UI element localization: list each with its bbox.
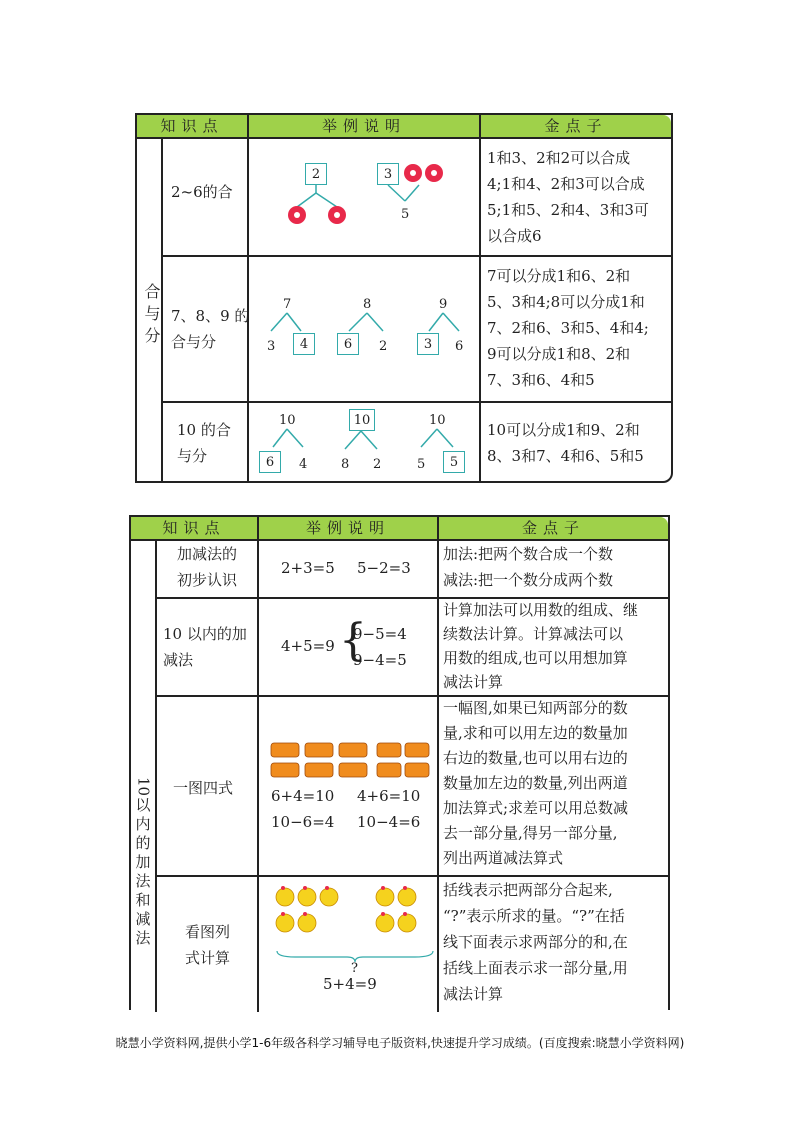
- equation: 10−6=4: [271, 813, 335, 831]
- tip-line: 数量加左边的数量,列出两道: [443, 774, 628, 792]
- category-char: 加: [135, 853, 151, 872]
- topic-line: 初步认识: [177, 571, 238, 589]
- topic-line: 式计算: [185, 949, 231, 967]
- tip-line: “?”表示所求的量。“?”在括: [443, 907, 625, 925]
- tip-line: 减法计算: [443, 673, 504, 691]
- tip-line: 一幅图,如果已知两部分的数: [443, 699, 628, 717]
- category-char: 以: [135, 796, 151, 815]
- equation: 4+6=10: [357, 787, 421, 805]
- top-number: 10: [279, 413, 296, 428]
- question-mark: ?: [351, 961, 358, 976]
- tip-line: 加法:把两个数合成一个数: [443, 545, 614, 563]
- tip-line: 量,求和可以用左边的数量加: [443, 724, 628, 742]
- number-box: 2: [305, 163, 327, 185]
- left-number: 5: [417, 457, 426, 472]
- category-char: 10: [134, 777, 153, 797]
- number-box: 4: [293, 333, 315, 355]
- table2-header: [131, 517, 668, 541]
- table-add-subtract: [129, 515, 670, 1010]
- tip-line: 减法计算: [443, 985, 504, 1003]
- category-text: 合与分: [142, 283, 161, 349]
- tip-line: 7、2和6、3和5、4和4;: [487, 319, 649, 337]
- category-char: 和: [135, 891, 151, 910]
- top-number: 10: [429, 413, 446, 428]
- right-number: 2: [373, 457, 382, 472]
- category-char: 内: [135, 815, 151, 834]
- right-number: 6: [455, 339, 464, 354]
- chick-icon: [375, 887, 435, 947]
- topic-line: 10 以内的加: [163, 625, 247, 643]
- number-box: 10: [349, 409, 375, 431]
- tip-line: 计算加法可以用数的组成、继: [443, 601, 639, 619]
- tip-line: 4;1和4、2和3可以合成: [487, 175, 645, 193]
- tip-line: 用数的组成,也可以用想加算: [443, 649, 628, 667]
- table-combine-split: [135, 113, 673, 483]
- equation: 5−2=3: [357, 559, 411, 577]
- topic-2-6: 2~6的合: [171, 183, 233, 201]
- tip-line: 线下面表示求两部分的和,在: [443, 933, 628, 951]
- header-example: 举例说明: [259, 517, 439, 539]
- equation: 2+3=5: [281, 559, 335, 577]
- tip-line: 1和3、2和2可以合成: [487, 149, 631, 167]
- number-box: 6: [337, 333, 359, 355]
- topic-line: 7、8、9 的: [171, 307, 250, 325]
- tip-line: 5、3和4;8可以分成1和: [487, 293, 645, 311]
- topic-line: 10 的合: [177, 421, 231, 439]
- topic-line: 合与分: [171, 333, 217, 351]
- right-number: 2: [379, 339, 388, 354]
- number-box: 3: [377, 163, 399, 185]
- top-number: 7: [283, 297, 292, 312]
- chick-icon: [275, 887, 355, 947]
- flower-icon: [287, 205, 307, 225]
- category-char: 法: [135, 929, 151, 948]
- number-box: 6: [259, 451, 281, 473]
- category-label: [139, 283, 159, 356]
- tip-line: 右边的数量,也可以用右边的: [443, 749, 628, 767]
- flower-icon: [327, 205, 347, 225]
- result-number: 5: [401, 207, 410, 222]
- tip-line: 7、3和6、4和5: [487, 371, 595, 389]
- footer-text: 晓慧小学资料网,提供小学1-6年级各科学习辅导电子版资料,快速提升学习成绩。(百度搜索:晓慧小学资料网): [115, 1036, 685, 1050]
- tip-line: 续数法计算。计算减法可以: [443, 625, 624, 643]
- header-knowledge: 知识点: [131, 517, 259, 539]
- number-box: 5: [443, 451, 465, 473]
- header-example: 举例说明: [249, 115, 481, 137]
- category-char: 法: [135, 872, 151, 891]
- header-tip: 金点子: [544, 117, 608, 135]
- flower-icon: [403, 163, 423, 183]
- tip-line: 9可以分成1和8、2和: [487, 345, 631, 363]
- number-box: 3: [417, 333, 439, 355]
- topic-line: 减法: [163, 651, 194, 669]
- tip-line: 列出两道减法算式: [443, 849, 564, 867]
- bus-icon: [271, 743, 371, 783]
- brace-icon: {: [339, 615, 367, 666]
- equation: 9−4=5: [353, 651, 407, 669]
- tip-line: 以合成6: [487, 227, 542, 245]
- tip-line: 8、3和7、4和6、5和5: [487, 447, 644, 465]
- flower-icon: [424, 163, 444, 183]
- topic-one-picture: 一图四式: [173, 779, 234, 797]
- tip-line: 括线上面表示求一部分量,用: [443, 959, 628, 977]
- left-number: 3: [267, 339, 276, 354]
- tip-line: 减法:把一个数分成两个数: [443, 571, 614, 589]
- topic-line: 加减法的: [177, 545, 238, 563]
- top-number: 9: [439, 297, 448, 312]
- table1-header: [137, 115, 671, 139]
- category-char: 的: [135, 834, 151, 853]
- left-number: 8: [341, 457, 350, 472]
- category-char: 减: [135, 910, 151, 929]
- tip-line: 加法算式;求差可以用总数减: [443, 799, 629, 817]
- equation: 4+5=9: [281, 637, 335, 655]
- topic-line: 与分: [177, 447, 208, 465]
- tip-line: 10可以分成1和9、2和: [487, 421, 640, 439]
- right-number: 4: [299, 457, 308, 472]
- equation: 6+4=10: [271, 787, 335, 805]
- tip-line: 括线表示把两部分合起来,: [443, 881, 613, 899]
- tip-line: 去一部分量,得另一部分量,: [443, 824, 618, 842]
- topic-line: 看图列: [185, 923, 231, 941]
- equation: 9−5=4: [353, 625, 407, 643]
- equation: 5+4=9: [323, 975, 377, 993]
- header-tip: 金点子: [521, 519, 585, 537]
- top-number: 8: [363, 297, 372, 312]
- equation: 10−4=6: [357, 813, 421, 831]
- category-label: [133, 777, 153, 948]
- tip-line: 5;1和5、2和4、3和3可: [487, 201, 649, 219]
- header-knowledge: 知识点: [137, 115, 249, 137]
- tip-line: 7可以分成1和6、2和: [487, 267, 631, 285]
